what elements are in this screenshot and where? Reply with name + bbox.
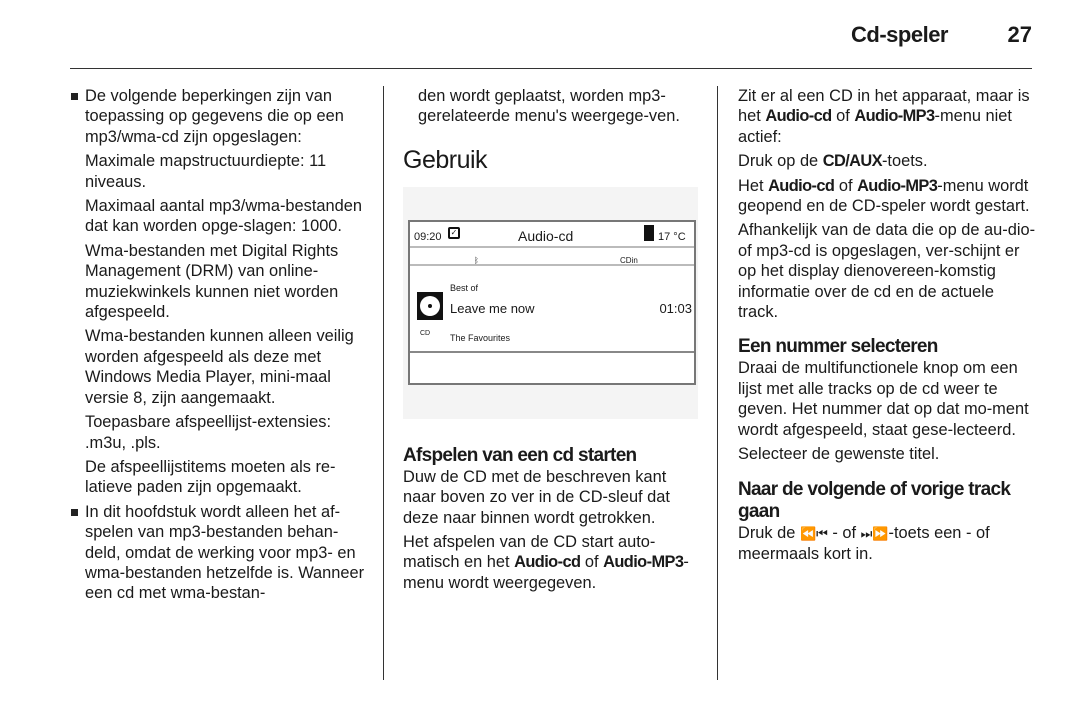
column-divider	[383, 86, 384, 680]
display-figure	[403, 187, 698, 419]
temperature: 17 °C	[658, 230, 686, 243]
paragraph: Afhankelijk van de data die op de au-dio- of mp3-cd is opgeslagen, ver-schijnt er op het display dienovereen-komstig informatie over de cd en de actuele track.	[738, 221, 1036, 322]
thermometer-icon	[644, 225, 654, 241]
menu-name: Audio-MP3	[854, 107, 935, 126]
text: Het	[738, 176, 769, 195]
paragraph: Toepasbare afspeellijst-extensies: .m3u, .pls.	[85, 413, 331, 452]
clock-time: 09:20	[414, 230, 442, 243]
text: -toets een - of meermaals kort in.	[738, 523, 990, 563]
paragraph: De afspeellijstitems moeten als re-latieve paden zijn opgemaakt.	[85, 457, 336, 497]
menu-name: Audio-cd	[768, 176, 835, 195]
source-label: CDin	[620, 255, 638, 265]
text: Druk de	[738, 523, 800, 542]
text: Het afspelen van de CD start auto-matisch en het	[403, 533, 656, 572]
column-1	[70, 86, 366, 608]
paragraph	[403, 532, 701, 593]
track-name: Leave me now	[450, 300, 535, 316]
header-rule	[70, 68, 1032, 69]
text: -menu wordt weergegeven.	[403, 553, 689, 592]
paragraph: Wma-bestanden kunnen alleen veilig worden afgespeeld als deze met Windows Media Player, mini-maal versie 8, zijn aangemaakt.	[85, 327, 354, 407]
paragraph: Maximaal aantal mp3/wma-bestanden dat kan worden opge-slagen: 1000.	[85, 197, 362, 236]
bluetooth-icon: ᛒ	[474, 255, 479, 265]
paragraph: den wordt geplaatst, worden mp3-gerelateerde menu's weergege-ven.	[418, 87, 680, 126]
paragraph	[738, 151, 1036, 171]
text: -menu niet actief:	[738, 107, 1012, 146]
clock-icon: ✓	[448, 227, 460, 239]
text: of	[834, 176, 858, 195]
album-label: Best of	[450, 282, 479, 293]
menu-name: Audio-cd	[765, 107, 832, 126]
heading-nummer-selecteren: Een nummer selecteren	[738, 336, 938, 358]
text: - of	[827, 523, 861, 542]
menu-name: Audio-MP3	[857, 176, 938, 195]
text: Zit er al een CD in het apparaat, maar is het	[738, 87, 1030, 126]
section-title: Cd-speler	[851, 22, 948, 47]
text: of	[580, 553, 604, 572]
audio-display	[408, 220, 696, 385]
text: -toets.	[881, 152, 928, 171]
column-3	[738, 86, 1036, 568]
button-name: CD/AUX	[822, 152, 882, 171]
column-2	[403, 86, 701, 597]
paragraph: Draai de multifunctionele knop om een lijst met alle tracks op de cd weer te geven. Het nummer dat op dat mo-ment wordt afgespeeld, staat gese-lecteerd.	[738, 359, 1029, 439]
paragraph	[738, 176, 1036, 217]
cd-icon	[417, 292, 443, 320]
paragraph: Maximale mapstructuurdiepte: 11 niveaus.	[85, 152, 327, 191]
bullet-item: De volgende beperkingen zijn van toepassing op gegevens die op een mp3/wma-cd zijn opgeslagen:	[70, 86, 366, 147]
heading-afspelen: Afspelen van een cd starten	[403, 444, 637, 466]
menu-name: Audio-cd	[514, 553, 581, 572]
column-divider	[717, 86, 718, 680]
heading-volgende-vorige-track: Naar de volgende of vorige track gaan	[738, 478, 1011, 522]
paragraph	[738, 523, 1036, 565]
bullet-item: In dit hoofdstuk wordt alleen het af-spelen van mp3-bestanden behan-deld, omdat de werking voor mp3- en wma-bestanden hetzelfde is. Wanneer een cd met wma-bestan-	[70, 502, 366, 604]
paragraph: Wma-bestanden met Digital Rights Management (DRM) van online-muziekwinkels kunnen niet worden afgespeeld.	[85, 241, 339, 322]
text: Druk op de	[738, 152, 823, 171]
paragraph: Duw de CD met de beschreven kant naar boven zo ver in de CD-sleuf dat deze naar binnen wordt getrokken.	[403, 467, 670, 527]
cd-icon-label: CD	[420, 329, 431, 337]
text: of	[831, 107, 855, 126]
text: -menu wordt geopend en de CD-speler wordt gestart.	[738, 176, 1030, 216]
artist-label: The Favourites	[450, 332, 511, 343]
next-track-icon: ⏭⏩	[860, 525, 889, 541]
menu-name: Audio-MP3	[603, 553, 684, 572]
paragraph	[738, 86, 1036, 147]
elapsed-time: 01:03	[659, 300, 692, 316]
paragraph: Selecteer de gewenste titel.	[738, 445, 940, 464]
previous-track-icon: ⏪⏮	[799, 525, 828, 541]
page-number: 27	[1007, 22, 1032, 47]
heading-gebruik: Gebruik	[403, 145, 488, 174]
display-title: Audio-cd	[518, 227, 574, 244]
